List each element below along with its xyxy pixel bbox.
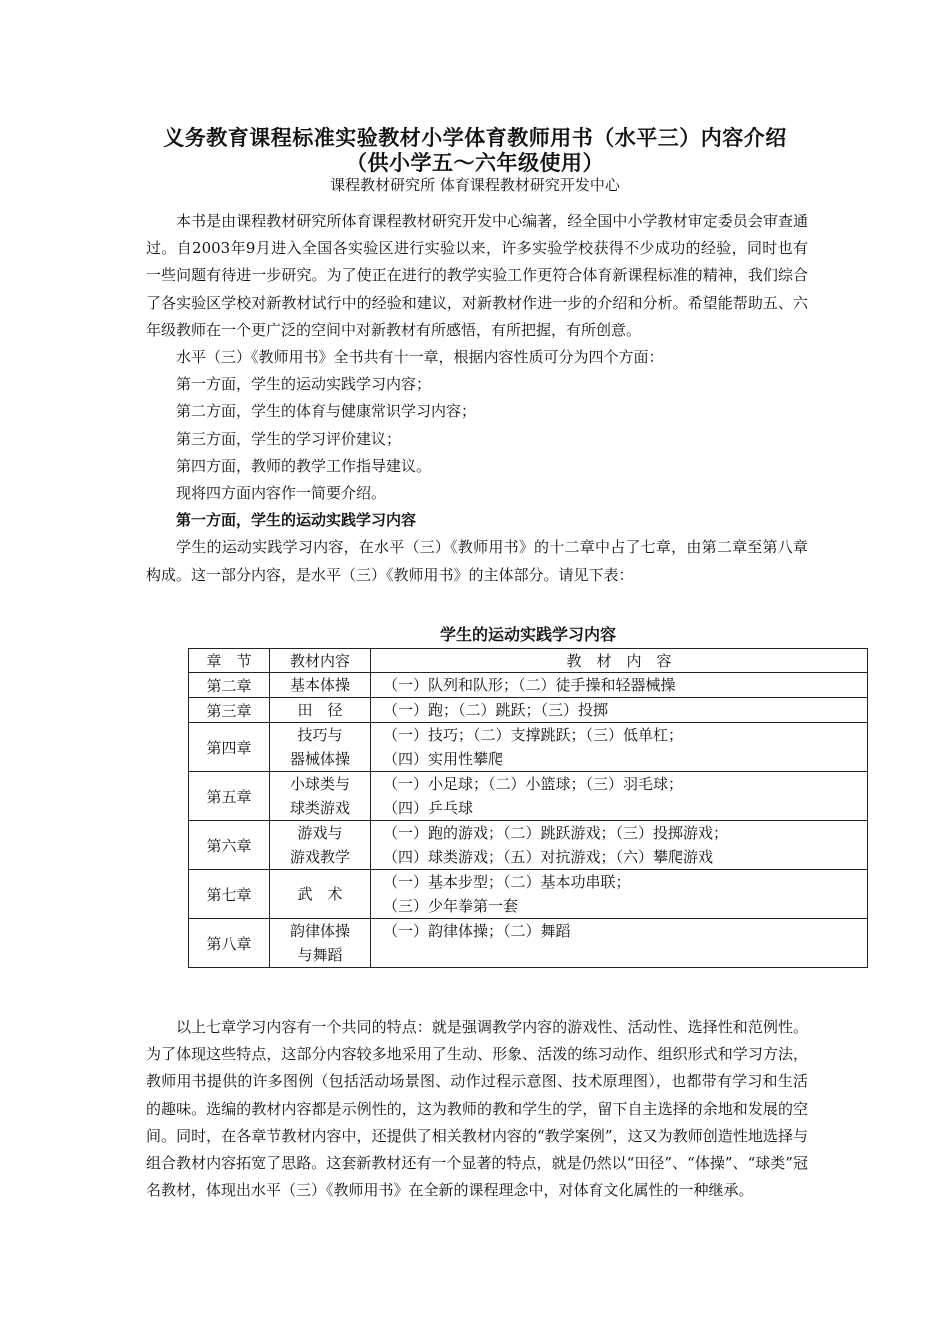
content-cell: [270, 698, 371, 723]
content-cell: [270, 919, 371, 968]
detail-line: （三）少年拳第一套: [383, 897, 519, 915]
detail-line: （四）乒乓球: [383, 799, 474, 817]
detail-line: （四）球类游戏；（五）对抗游戏；（六）攀爬游戏: [383, 848, 714, 866]
closing-paragraph: 以上七章学习内容有一个共同的特点：就是强调教学内容的游戏性、活动性、选择性和范例性。为了体现这些特点，这部分内容较多地采用了生动、形象、活泼的练习动作、组织形式和学习方法，教师用书提供的许多图例（包括活动场景图、动作过程示意图、技术原理图），也都带有学习和生活的趣味。选编的教材内容都是示例性的，这为教师的教和学生的学，留下自主选择的余地和发展的空间。同时，在各章节教材内容中，还提供了相关教材内容的“教学案例”，这又为教师创造性地选择与组合教材内容拓宽了思路。这套新教材还有一个显著的特点，就是仍然以“田径”、“体操”、“球类”冠名教材，体现出水平（三）《教师用书》在全新的课程理念中，对体育文化属性的一种继承。: [146, 1018, 808, 1200]
content-cell: [270, 870, 371, 919]
table-row: [189, 698, 868, 723]
aspect-item: 第二方面，学生的体育与健康常识学习内容；: [176, 402, 477, 421]
aspect-item: 第一方面，学生的运动实践学习内容；: [176, 375, 432, 394]
summary-intro: 现将四方面内容作一简要介绍。: [176, 484, 387, 503]
table-row: [189, 723, 868, 772]
course-content-table: [188, 648, 868, 968]
table-row: [189, 821, 868, 870]
detail-line: （一）技巧；（二）支撑跳跃；（三）低单杠；: [383, 726, 684, 744]
detail-line: （一）基本步型；（二）基本功串联；: [383, 873, 631, 891]
detail-cell: [371, 698, 868, 723]
table-row: [189, 673, 868, 698]
header-detail: 教 材 内 容: [371, 649, 868, 673]
chapter-cell: 第二章: [189, 673, 270, 698]
content-line: 游戏教学: [289, 848, 350, 866]
author-line: 课程教材研究所 体育课程教材研究开发中心: [330, 176, 620, 194]
chapter-cell: 第七章: [189, 870, 270, 919]
content-cell: [270, 772, 371, 821]
section-paragraph: 学生的运动实践学习内容，在水平（三）《教师用书》的十二章中占了七章，由第二章至第八章构成。这一部分内容，是水平（三）《教师用书》的主体部分。请见下表：: [146, 538, 808, 584]
intro-section: [146, 208, 808, 589]
aspect-item: 第四方面，教师的教学工作指导建议。: [176, 456, 432, 475]
chapter-cell: 第五章: [189, 772, 270, 821]
content-cell: [270, 673, 371, 698]
header-chapter: 章 节: [189, 649, 270, 673]
detail-cell: [371, 723, 868, 772]
section-heading: 第一方面，学生的运动实践学习内容: [176, 511, 417, 530]
content-line: 技巧与: [297, 726, 343, 744]
content-line: 球类游戏: [289, 799, 350, 817]
table-row: [189, 870, 868, 919]
overview-paragraph: 水平（三）《教师用书》全书共有十一章，根据内容性质可分为四个方面：: [176, 348, 664, 367]
detail-cell: [371, 673, 868, 698]
closing-section: [146, 1014, 808, 1204]
table-row: [189, 772, 868, 821]
content-line: 游戏与: [297, 824, 343, 842]
table-row: [189, 919, 868, 968]
table-caption: 学生的运动实践学习内容: [439, 625, 616, 644]
detail-line: （四）实用性攀爬: [383, 750, 504, 768]
content-line: 武 术: [297, 885, 343, 903]
chapter-cell: 第三章: [189, 698, 270, 723]
content-line: 器械体操: [289, 750, 350, 768]
content-line: 基本体操: [289, 676, 350, 694]
document-title: 义务教育课程标准实验教材小学体育教师用书（水平三）内容介绍: [163, 126, 787, 150]
detail-line: （一）队列和队形；（二）徒手操和轻器械操: [383, 676, 676, 694]
intro-paragraph: 本书是由课程教材研究所体育课程教材研究开发中心编著，经全国中小学教材审定委员会审查通过。自2003年9月进入全国各实验区进行实验以来，许多实验学校获得不少成功的经验，同时也有一些问题有待进一步研究。为了使正在进行的教学实验工作更符合体育新课程标准的精神，我们综合了各实验区学校对新教材试行中的经验和建议，对新教材作进一步的介绍和分析。希望能帮助五、六年级教师在一个更广泛的空间中对新教材有所感悟，有所把握，有所创意。: [146, 212, 808, 339]
chapter-cell: 第六章: [189, 821, 270, 870]
detail-cell: [371, 919, 868, 968]
content-line: 小球类与: [289, 775, 350, 793]
detail-cell: [371, 870, 868, 919]
detail-cell: [371, 821, 868, 870]
detail-line: （一）跑；（二）跳跃；（三）投掷: [383, 701, 609, 719]
content-line: 韵律体操: [289, 922, 350, 940]
detail-line: （一）韵律体操；（二）舞蹈: [383, 922, 571, 940]
detail-cell: [371, 772, 868, 821]
document-subtitle: （供小学五～六年级使用）: [346, 151, 604, 175]
header-content: 教材内容: [270, 649, 371, 673]
table-header-row: [189, 649, 868, 673]
aspect-item: 第三方面，学生的学习评价建议；: [176, 429, 402, 448]
detail-line: （一）跑的游戏；（二）跳跃游戏；（三）投掷游戏；: [383, 824, 729, 842]
content-cell: [270, 821, 371, 870]
chapter-cell: 第八章: [189, 919, 270, 968]
content-line: 与舞蹈: [297, 946, 343, 964]
chapter-cell: 第四章: [189, 723, 270, 772]
detail-line: （一）小足球；（二）小篮球；（三）羽毛球；: [383, 775, 684, 793]
content-line: 田 径: [297, 701, 343, 719]
content-cell: [270, 723, 371, 772]
